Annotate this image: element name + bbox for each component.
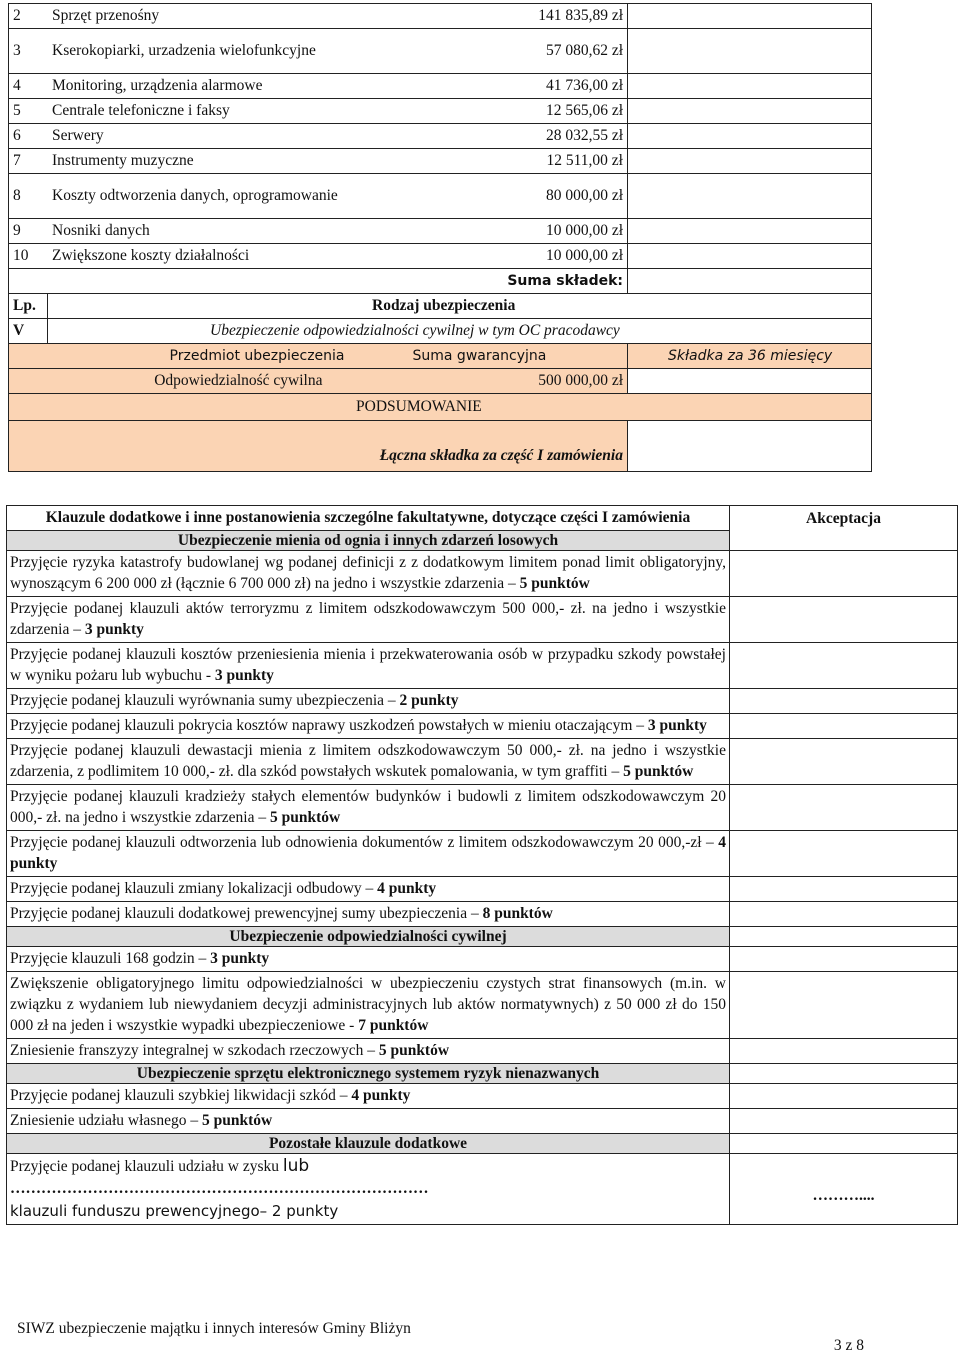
clause-5-accept[interactable] bbox=[730, 714, 958, 739]
item-premium-value[interactable] bbox=[628, 4, 872, 29]
item-row bbox=[9, 149, 872, 174]
insurance-table bbox=[8, 3, 872, 472]
item-name: Kserokopiarki, urzadzenia wielofunkcyjne bbox=[48, 29, 353, 74]
clause-3-accept[interactable] bbox=[730, 643, 958, 689]
clause-8-accept[interactable] bbox=[730, 831, 958, 877]
clause-16-accept[interactable]: ……….... bbox=[730, 1154, 958, 1225]
oc-columns-row bbox=[9, 344, 872, 369]
clause-5: Przyjęcie podanej klauzuli pokrycia kosztów naprawy uszkodzeń powstałych w mieniu otaczającym – 3 punkty bbox=[7, 714, 730, 739]
clause-row bbox=[7, 1109, 958, 1134]
item-amount: 10 000,00 zł bbox=[353, 219, 628, 244]
clause-row bbox=[7, 643, 958, 689]
items-body bbox=[9, 4, 872, 269]
oc-row bbox=[9, 369, 872, 394]
clause-row bbox=[7, 1084, 958, 1109]
akceptacja-header: Akceptacja bbox=[730, 506, 958, 551]
laczna-row bbox=[9, 421, 872, 472]
clause-10: Przyjęcie podanej klauzuli dodatkowej prewencyjnej sumy ubezpieczenia – 8 punktów bbox=[7, 902, 730, 927]
header-row bbox=[9, 294, 872, 319]
clause-14: Przyjęcie podanej klauzuli szybkiej likwidacji szkód – 4 punkty bbox=[7, 1084, 730, 1109]
page-number: 3 z 8 bbox=[833, 1337, 864, 1354]
clause-6: Przyjęcie podanej klauzuli dewastacji mienia z limitem odszkodowawczym 50 000,- zł. na jedno i wszystkie zdarzenia, z podlimitem 10 000,- zł. dla szkód powstałych wskutek pomalowania, w tym graffiti – 5 punktów bbox=[7, 739, 730, 785]
section-oc: Ubezpieczenie odpowiedzialności cywilnej bbox=[7, 927, 730, 947]
section-other: Pozostałe klauzule dodatkowe bbox=[7, 1134, 730, 1154]
item-number: 4 bbox=[9, 74, 48, 99]
clause-row bbox=[7, 972, 958, 1039]
suma-skladek-label: Suma składek: bbox=[353, 269, 628, 294]
clause-row bbox=[7, 947, 958, 972]
skladka-header: Składka za 36 miesięcy bbox=[628, 344, 872, 369]
clause-3: Przyjęcie podanej klauzuli kosztów przeniesienia mienia i przekwaterowania osób w przypadku szkody powstałej w wyniku pożaru lub wybuchu - 3 punkty bbox=[7, 643, 730, 689]
item-number: 10 bbox=[9, 244, 48, 269]
item-amount: 141 835,89 zł bbox=[353, 4, 628, 29]
oc-amount: 500 000,00 zł bbox=[353, 369, 628, 394]
section-v-number: V bbox=[9, 319, 48, 344]
clause-12-accept[interactable] bbox=[730, 972, 958, 1039]
clause-row bbox=[7, 1154, 958, 1225]
item-number: 6 bbox=[9, 124, 48, 149]
clause-6-accept[interactable] bbox=[730, 739, 958, 785]
item-number: 8 bbox=[9, 174, 48, 219]
item-amount: 80 000,00 zł bbox=[353, 174, 628, 219]
clause-row bbox=[7, 739, 958, 785]
clause-row bbox=[7, 831, 958, 877]
clause-2: Przyjęcie podanej klauzuli aktów terroryzmu z limitem odszkodowawczym 500 000,- zł. na jedno i wszystkie zdarzenia – 3 punkty bbox=[7, 597, 730, 643]
clause-15-accept[interactable] bbox=[730, 1109, 958, 1134]
podsumowanie-row bbox=[9, 394, 872, 421]
item-name: Zwiększone koszty działalności bbox=[48, 244, 353, 269]
item-premium-value[interactable] bbox=[628, 149, 872, 174]
clause-16: Przyjęcie podanej klauzuli udziału w zysku lub ……………………………………………………………………… klauzuli funduszu prewencyjnego– 2 punkty bbox=[7, 1154, 730, 1225]
podsumowanie-label: PODSUMOWANIE bbox=[9, 394, 872, 421]
clause-10-accept[interactable] bbox=[730, 902, 958, 927]
suma-header: Suma gwarancyjna bbox=[353, 344, 628, 369]
item-name: Koszty odtworzenia danych, oprogramowanie bbox=[48, 174, 353, 219]
item-number: 7 bbox=[9, 149, 48, 174]
item-number: 9 bbox=[9, 219, 48, 244]
clause-row bbox=[7, 1039, 958, 1064]
clause-9: Przyjęcie podanej klauzuli zmiany lokalizacji odbudowy – 4 punkty bbox=[7, 877, 730, 902]
item-amount: 12 565,06 zł bbox=[353, 99, 628, 124]
item-row bbox=[9, 219, 872, 244]
clause-14-accept[interactable] bbox=[730, 1084, 958, 1109]
item-premium-value[interactable] bbox=[628, 174, 872, 219]
clauses-header-row bbox=[7, 506, 958, 531]
item-name: Serwery bbox=[48, 124, 353, 149]
item-premium-value[interactable] bbox=[628, 124, 872, 149]
item-premium-value[interactable] bbox=[628, 219, 872, 244]
clause-1-accept[interactable] bbox=[730, 551, 958, 597]
clause-12: Zwiększenie obligatoryjnego limitu odpowiedzialności w ubezpieczeniu czystych strat finansowych (m.in. w związku z wydaniem lub niewydaniem decyzji administracyjnych lub aktów normatywnych) z 50 000 zł do 150 000 zł na jeden i wszystkie wypadki ubezpieczeniowe - 7 punktów bbox=[7, 972, 730, 1039]
clause-9-accept[interactable] bbox=[730, 877, 958, 902]
item-amount: 10 000,00 zł bbox=[353, 244, 628, 269]
section-electronic: Ubezpieczenie sprzętu elektronicznego systemem ryzyk nienazwanych bbox=[7, 1064, 730, 1084]
oc-name: Odpowiedzialność cywilna bbox=[48, 369, 353, 394]
item-row bbox=[9, 244, 872, 269]
przedmiot-header: Przedmiot ubezpieczenia bbox=[48, 344, 353, 369]
clause-8: Przyjęcie podanej klauzuli odtworzenia lub odnowienia dokumentów z limitem odszkodowawczym 20 000,-zł – 4 punkty bbox=[7, 831, 730, 877]
item-number: 5 bbox=[9, 99, 48, 124]
item-amount: 41 736,00 zł bbox=[353, 74, 628, 99]
item-number: 3 bbox=[9, 29, 48, 74]
item-amount: 57 080,62 zł bbox=[353, 29, 628, 74]
item-row bbox=[9, 74, 872, 99]
item-row bbox=[9, 124, 872, 149]
clause-4: Przyjęcie podanej klauzuli wyrównania sumy ubezpieczenia – 2 punkty bbox=[7, 689, 730, 714]
item-name: Centrale telefoniczne i faksy bbox=[48, 99, 353, 124]
suma-skladek-value[interactable] bbox=[628, 269, 872, 294]
suma-skladek-row bbox=[9, 269, 872, 294]
clause-row bbox=[7, 785, 958, 831]
clause-2-accept[interactable] bbox=[730, 597, 958, 643]
oc-skladka-value[interactable] bbox=[628, 369, 872, 394]
lp-header: Lp. bbox=[9, 294, 48, 319]
clause-row bbox=[7, 714, 958, 739]
item-name: Nosniki danych bbox=[48, 219, 353, 244]
item-amount: 28 032,55 zł bbox=[353, 124, 628, 149]
item-premium-value[interactable] bbox=[628, 244, 872, 269]
clause-7-accept[interactable] bbox=[730, 785, 958, 831]
clause-11: Przyjęcie klauzuli 168 godzin – 3 punkty bbox=[7, 947, 730, 972]
laczna-value[interactable] bbox=[628, 421, 872, 472]
clause-13-accept[interactable] bbox=[730, 1039, 958, 1064]
item-name: Monitoring, urządzenia alarmowe bbox=[48, 74, 353, 99]
item-number: 2 bbox=[9, 4, 48, 29]
clause-row bbox=[7, 597, 958, 643]
laczna-label: Łączna składka za część I zamówienia bbox=[9, 421, 628, 472]
clause-11-accept[interactable] bbox=[730, 947, 958, 972]
clause-7: Przyjęcie podanej klauzuli kradzieży stałych elementów budynków i budowli z limitem odszkodowawczym 20 000,- zł. na jedno i wszystkie zdarzenia – 5 punktów bbox=[7, 785, 730, 831]
rodzaj-header: Rodzaj ubezpieczenia bbox=[48, 294, 872, 319]
item-name: Instrumenty muzyczne bbox=[48, 149, 353, 174]
item-row bbox=[9, 174, 872, 219]
item-premium-value[interactable] bbox=[628, 99, 872, 124]
clause-4-accept[interactable] bbox=[730, 689, 958, 714]
item-amount: 12 511,00 zł bbox=[353, 149, 628, 174]
item-row bbox=[9, 4, 872, 29]
clause-row bbox=[7, 551, 958, 597]
item-premium-value[interactable] bbox=[628, 29, 872, 74]
clauses-table bbox=[6, 505, 958, 1225]
clause-row bbox=[7, 689, 958, 714]
item-name: Sprzęt przenośny bbox=[48, 4, 353, 29]
section-v-title: Ubezpieczenie odpowiedzialności cywilnej w tym OC pracodawcy bbox=[48, 319, 872, 344]
item-row bbox=[9, 29, 872, 74]
clause-1: Przyjęcie ryzyka katastrofy budowlanej wg podanej definicji z z dodatkowym limitem ponad limit obligatoryjny, wynoszącym 6 200 000 zł (łącznie 6 700 000 zł) na jedno i wszystkie zdarzenia – 5 punktów bbox=[7, 551, 730, 597]
clauses-header: Klauzule dodatkowe i inne postanowienia szczególne fakultatywne, dotyczące części I zamówienia bbox=[7, 506, 730, 531]
item-row bbox=[9, 99, 872, 124]
footer: SIWZ ubezpieczenie majątku i innych interesów Gminy Bliżyn bbox=[17, 1320, 411, 1337]
section-v-row bbox=[9, 319, 872, 344]
clause-13: Zniesienie franszyzy integralnej w szkodach rzeczowych – 5 punktów bbox=[7, 1039, 730, 1064]
clause-row bbox=[7, 877, 958, 902]
clause-row bbox=[7, 902, 958, 927]
section-fire: Ubezpieczenie mienia od ognia i innych zdarzeń losowych bbox=[7, 531, 730, 551]
clause-15: Zniesienie udziału własnego – 5 punktów bbox=[7, 1109, 730, 1134]
item-premium-value[interactable] bbox=[628, 74, 872, 99]
